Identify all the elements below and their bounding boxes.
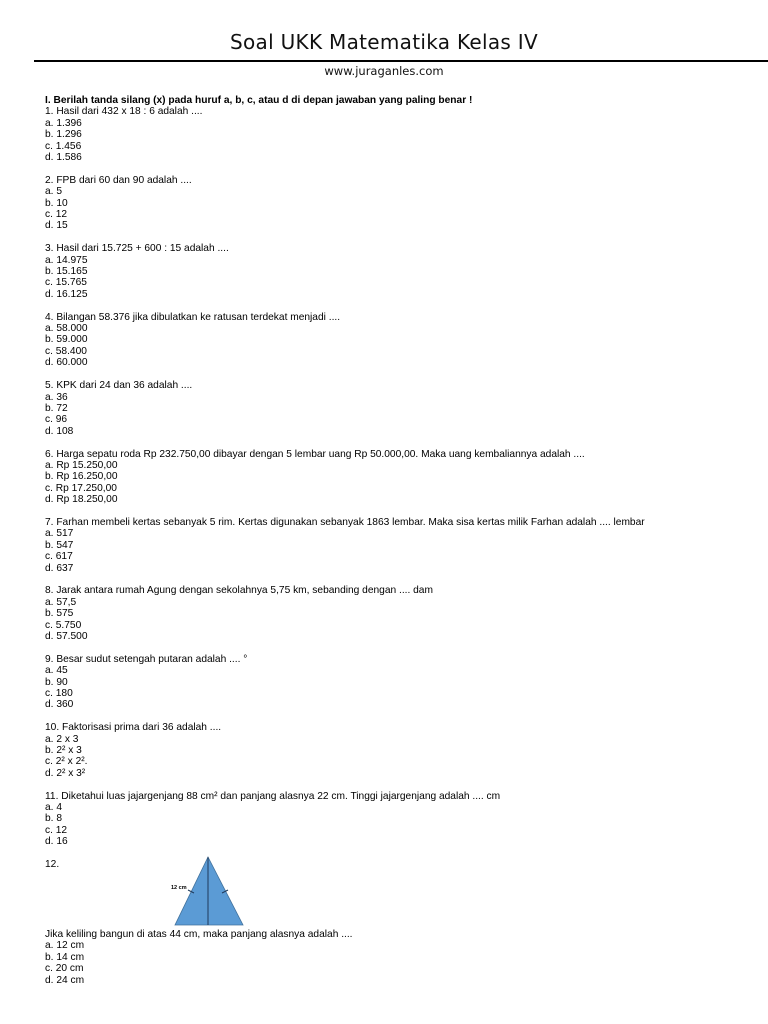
option[interactable]: d. 57.500	[45, 630, 88, 642]
option[interactable]: a. 517	[45, 528, 74, 540]
question-12	[45, 859, 745, 986]
option[interactable]: a. 57,5	[45, 596, 77, 608]
option[interactable]: c. 5.750	[45, 619, 82, 631]
option[interactable]: d. 637	[45, 562, 74, 574]
instruction: I. Berilah tanda silang (x) pada huruf a, b, c, atau d di depan jawaban yang paling benar !	[45, 95, 473, 106]
option[interactable]: b. 72	[45, 402, 68, 414]
option[interactable]: c. 180	[45, 688, 73, 699]
question-text: 6. Harga sepatu roda Rp 232.750,00 dibayar dengan 5 lembar uang Rp 50.000,00. Maka uang kembaliannya adalah ....	[45, 448, 585, 460]
option[interactable]: a. Rp 15.250,00	[45, 459, 118, 471]
triangle-shape	[175, 857, 243, 925]
option[interactable]: b. 10	[45, 197, 68, 209]
question-item	[45, 722, 745, 779]
option[interactable]: a. 4	[45, 802, 62, 814]
option[interactable]: a. 14.975	[45, 254, 88, 266]
question-item	[45, 517, 745, 574]
question-item	[45, 585, 745, 642]
option[interactable]: b. 15.165	[45, 266, 88, 278]
option[interactable]: b. 14 cm	[45, 951, 85, 963]
option[interactable]: c. 58.400	[45, 345, 87, 357]
option[interactable]: c. 12	[45, 824, 68, 836]
question-12-text: Jika keliling bangun di atas 44 cm, maka panjang alasnya adalah ....	[45, 929, 353, 941]
option[interactable]: d. Rp 18.250,00	[45, 494, 118, 506]
side-length-label: 12 cm	[171, 885, 187, 892]
option[interactable]: d. 16.125	[45, 288, 88, 300]
option[interactable]: d. 24 cm	[45, 974, 85, 986]
option[interactable]: a. 2 x 3	[45, 733, 79, 745]
question-item	[45, 243, 745, 300]
option[interactable]: d. 108	[45, 425, 74, 437]
question-text: 3. Hasil dari 15.725 + 600 : 15 adalah ....	[45, 243, 229, 255]
option[interactable]: d. 2² x 3²	[45, 767, 86, 779]
option[interactable]: a. 1.396	[45, 117, 82, 129]
option[interactable]: a. 36	[45, 391, 68, 403]
question-item	[45, 312, 745, 369]
question-text: 9. Besar sudut setengah putaran adalah .... °	[45, 653, 248, 665]
site-url: www.juraganles.com	[324, 64, 444, 78]
question-text: 2. FPB dari 60 dan 90 adalah ....	[45, 174, 192, 186]
option[interactable]: d. 60.000	[45, 357, 88, 369]
option[interactable]: d. 360	[45, 699, 74, 711]
question-item	[45, 175, 745, 232]
option[interactable]: a. 5	[45, 186, 62, 198]
question-item	[45, 380, 745, 437]
option[interactable]: c. 20 cm	[45, 963, 84, 975]
option[interactable]: b. 59.000	[45, 334, 88, 346]
question-text: 8. Jarak antara rumah Agung dengan sekolahnya 5,75 km, sebanding dengan .... dam	[45, 585, 433, 597]
isosceles-triangle-figure	[173, 855, 245, 929]
option[interactable]: b. 547	[45, 539, 74, 551]
worksheet-content	[45, 95, 745, 997]
option[interactable]: d. 15	[45, 220, 68, 232]
option[interactable]: b. Rp 16.250,00	[45, 471, 118, 483]
option[interactable]: a. 58.000	[45, 323, 88, 335]
option[interactable]: c. 617	[45, 551, 73, 563]
option[interactable]: b. 8	[45, 813, 62, 825]
option[interactable]: d. 1.586	[45, 152, 82, 164]
question-item	[45, 106, 745, 163]
question-text: 4. Bilangan 58.376 jika dibulatkan ke ratusan terdekat menjadi ....	[45, 311, 341, 323]
option[interactable]: a. 45	[45, 665, 68, 677]
option[interactable]: b. 90	[45, 676, 68, 688]
option[interactable]: c. 2² x 2².	[45, 756, 88, 768]
question-text: 7. Farhan membeli kertas sebanyak 5 rim. Kertas digunakan sebanyak 1863 lembar. Maka sisa kertas milik Farhan adalah .... lembar	[45, 516, 645, 528]
option[interactable]: d. 16	[45, 836, 68, 848]
question-12-number: 12.	[45, 859, 60, 871]
option[interactable]: c. 15.765	[45, 277, 87, 289]
question-item	[45, 449, 745, 506]
option[interactable]: c. 96	[45, 414, 68, 426]
question-item	[45, 654, 745, 711]
option[interactable]: b. 575	[45, 608, 74, 620]
option[interactable]: a. 12 cm	[45, 940, 85, 952]
option[interactable]: c. 12	[45, 209, 68, 221]
option[interactable]: b. 1.296	[45, 129, 82, 141]
title-rule	[34, 60, 768, 62]
page-title: Soal UKK Matematika Kelas IV	[230, 30, 538, 54]
question-text: 11. Diketahui luas jajargenjang 88 cm² dan panjang alasnya 22 cm. Tinggi jajargenjang adalah .... cm	[45, 790, 501, 802]
option[interactable]: c. 1.456	[45, 140, 82, 152]
option[interactable]: c. Rp 17.250,00	[45, 482, 117, 494]
question-12-figure-row	[45, 859, 745, 929]
question-list	[45, 106, 745, 847]
question-text: 1. Hasil dari 432 x 18 : 6 adalah ....	[45, 106, 203, 118]
option[interactable]: b. 2² x 3	[45, 745, 82, 757]
question-text: 5. KPK dari 24 dan 36 adalah ....	[45, 380, 193, 392]
question-text: 10. Faktorisasi prima dari 36 adalah ....	[45, 722, 222, 734]
question-item	[45, 791, 745, 848]
